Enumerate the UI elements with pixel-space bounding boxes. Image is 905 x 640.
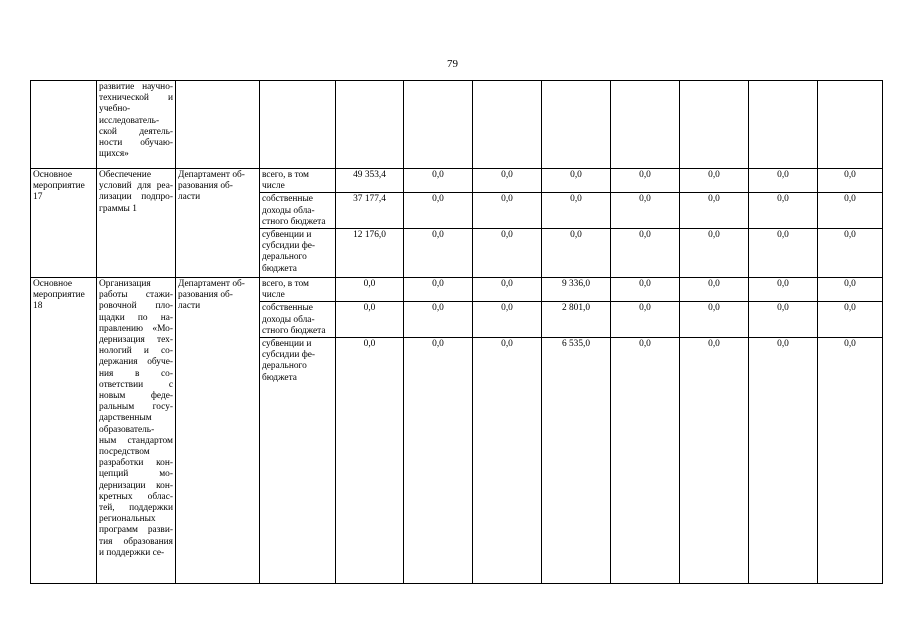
value-cell: 0,0 (404, 278, 473, 302)
department-cell (176, 278, 260, 584)
value-cell (404, 81, 473, 169)
description-cell (97, 278, 176, 584)
text-line: граммы 1 (99, 203, 137, 214)
text-line: работы стажи- (99, 290, 173, 301)
value-cell: 0,0 (818, 193, 883, 229)
value-cell: 0,0 (680, 193, 749, 229)
value-cell: 0,0 (404, 193, 473, 229)
value-cell: 0,0 (473, 169, 542, 193)
text-line: субсидии фе- (262, 241, 316, 252)
text-line: разования об- (178, 181, 233, 192)
value-cell: 0,0 (611, 229, 680, 278)
value-cell: 0,0 (473, 193, 542, 229)
text-line: разработки кон- (99, 458, 173, 469)
text-line: 18 (33, 301, 43, 312)
table-row (31, 169, 883, 193)
value-cell: 0,0 (473, 338, 542, 584)
page-number: 79 (447, 58, 458, 70)
value-cell: 0,0 (818, 302, 883, 338)
value-cell: 37 177,4 (336, 193, 404, 229)
text-line: Департамент об- (178, 170, 245, 180)
value-cell: 2 801,0 (542, 302, 611, 338)
text-line: ния в со- (99, 368, 173, 379)
value-cell: 0,0 (749, 278, 818, 302)
value-cell: 0,0 (818, 338, 883, 584)
text-line: технической и (99, 93, 173, 104)
budget-table (30, 80, 883, 584)
department-cell (176, 81, 260, 169)
department-cell (176, 169, 260, 278)
text-line: посредством (99, 447, 150, 458)
value-cell: 0,0 (611, 338, 680, 584)
text-line: и поддержки се- (99, 547, 165, 558)
value-cell: 0,0 (542, 229, 611, 278)
value-cell: 0,0 (680, 278, 749, 302)
text-line: ласти (178, 301, 201, 312)
text-line: Обеспечение (99, 170, 151, 180)
value-cell (542, 81, 611, 169)
value-cell (680, 81, 749, 169)
text-line: числе (262, 290, 285, 301)
description-cell (97, 169, 176, 278)
text-line: всего, в том (262, 279, 309, 290)
text-line: тей, поддержки (99, 503, 173, 514)
value-cell: 0,0 (818, 169, 883, 193)
text-line: щихся» (99, 149, 129, 160)
value-cell: 0,0 (542, 193, 611, 229)
text-line: доходы обла- (262, 314, 315, 325)
value-cell (336, 81, 404, 169)
value-cell: 0,0 (404, 338, 473, 584)
text-line: мероприятие (33, 181, 85, 192)
text-line: собственные (262, 303, 313, 314)
text-line: бюджета (262, 263, 297, 274)
text-line: ской деятель- (99, 126, 173, 137)
value-cell: 0,0 (404, 229, 473, 278)
text-line: учебно- (99, 104, 131, 115)
value-cell: 6 535,0 (542, 338, 611, 584)
text-line: доходы обла- (262, 205, 315, 216)
text-line: условий для реа- (99, 181, 173, 192)
value-cell: 0,0 (336, 338, 404, 584)
text-line: собственные (262, 194, 313, 205)
name-cell (31, 81, 97, 169)
value-cell: 0,0 (611, 169, 680, 193)
value-cell: 0,0 (404, 302, 473, 338)
value-cell: 0,0 (473, 302, 542, 338)
value-cell: 0,0 (749, 302, 818, 338)
text-line: мероприятие (33, 290, 85, 301)
funding-source-cell (260, 338, 336, 584)
text-line: дерального (262, 252, 307, 263)
value-cell: 0,0 (404, 169, 473, 193)
text-line: щадки по на- (99, 312, 173, 323)
value-cell: 0,0 (680, 302, 749, 338)
value-cell (749, 81, 818, 169)
text-line: образователь- (99, 424, 155, 435)
value-cell: 0,0 (680, 338, 749, 584)
text-line: ровочной пло- (99, 301, 173, 312)
table-body (31, 81, 883, 584)
value-cell: 0,0 (611, 193, 680, 229)
text-line: субсидии фе- (262, 350, 316, 361)
text-line: дерального (262, 361, 307, 372)
value-cell: 0,0 (473, 278, 542, 302)
text-line: 17 (33, 192, 43, 203)
text-line: нологий и со- (99, 346, 173, 357)
value-cell: 0,0 (818, 229, 883, 278)
funding-source-cell (260, 229, 336, 278)
funding-source-cell (260, 278, 336, 302)
text-line: дарственным (99, 413, 152, 424)
text-line: стного бюджета (262, 216, 326, 227)
text-line: новым феде- (99, 391, 173, 402)
description-cell (97, 81, 176, 169)
value-cell: 49 353,4 (336, 169, 404, 193)
text-line: разования об- (178, 290, 233, 301)
text-line: исследователь- (99, 115, 160, 126)
text-line: региональных (99, 514, 156, 525)
source-cell (260, 81, 336, 169)
text-line: Основное (33, 279, 73, 290)
value-cell (818, 81, 883, 169)
text-line: числе (262, 181, 285, 192)
value-cell: 0,0 (336, 302, 404, 338)
funding-source-cell (260, 169, 336, 193)
text-line: ласти (178, 192, 201, 203)
funding-source-cell (260, 302, 336, 338)
text-line: тия образования (99, 536, 173, 547)
text-line: программ разви- (99, 525, 173, 536)
text-line: держания обуче- (99, 357, 173, 368)
value-cell: 0,0 (611, 302, 680, 338)
table-row (31, 81, 883, 169)
value-cell: 0,0 (680, 229, 749, 278)
text-line: ности обучаю- (99, 138, 173, 149)
value-cell: 0,0 (611, 278, 680, 302)
text-line: Департамент об- (178, 279, 245, 290)
text-line: ральным госу- (99, 402, 173, 413)
value-cell: 0,0 (336, 278, 404, 302)
text-line: цепций мо- (99, 469, 173, 480)
text-line: кретных облас- (99, 491, 173, 502)
text-line: стного бюджета (262, 325, 326, 336)
text-line: бюджета (262, 372, 297, 383)
value-cell: 0,0 (749, 169, 818, 193)
funding-source-cell (260, 193, 336, 229)
text-line: субвенции и (262, 230, 312, 241)
value-cell: 0,0 (749, 229, 818, 278)
text-line: субвенции и (262, 339, 312, 350)
text-line: лизации подпро- (99, 192, 173, 203)
value-cell: 9 336,0 (542, 278, 611, 302)
value-cell: 12 176,0 (336, 229, 404, 278)
value-cell: 0,0 (473, 229, 542, 278)
value-cell: 0,0 (749, 338, 818, 584)
value-cell: 0,0 (818, 278, 883, 302)
text-line: дернизация тех- (99, 335, 173, 346)
value-cell (611, 81, 680, 169)
text-line: всего, в том (262, 170, 309, 180)
table-row (31, 278, 883, 302)
value-cell: 0,0 (680, 169, 749, 193)
measure-name-cell (31, 278, 97, 584)
text-line: ответствии с (99, 379, 173, 390)
text-line: ным стандартом (99, 435, 173, 446)
value-cell: 0,0 (749, 193, 818, 229)
value-cell: 0,0 (542, 169, 611, 193)
value-cell (473, 81, 542, 169)
text-line: дернизации кон- (99, 480, 173, 491)
text-line: Организация (99, 279, 151, 290)
text-line: развитие научно- (99, 82, 173, 92)
text-line: Основное (33, 170, 73, 180)
measure-name-cell (31, 169, 97, 278)
text-line: правлению «Мо- (99, 323, 173, 334)
